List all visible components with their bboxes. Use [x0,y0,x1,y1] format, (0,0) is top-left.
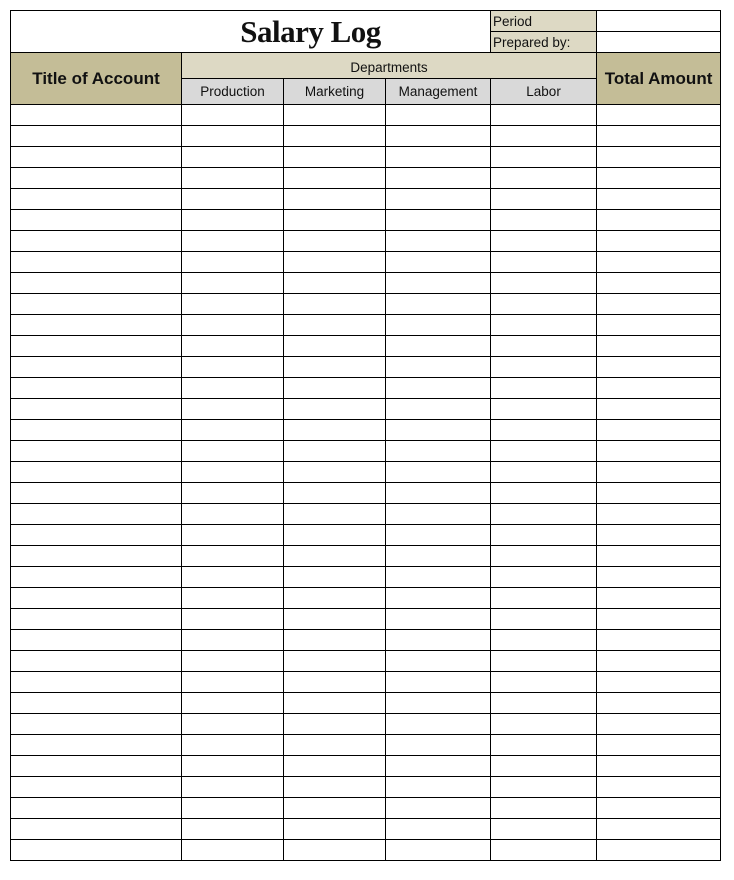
table-cell[interactable] [597,588,721,609]
table-cell[interactable] [11,252,182,273]
table-cell[interactable] [597,315,721,336]
table-cell[interactable] [386,420,491,441]
table-cell[interactable] [284,168,386,189]
table-cell[interactable] [182,294,284,315]
table-cell[interactable] [182,252,284,273]
table-cell[interactable] [597,273,721,294]
table-cell[interactable] [597,441,721,462]
table-cell[interactable] [491,609,597,630]
table-cell[interactable] [597,693,721,714]
table-cell[interactable] [11,504,182,525]
table-cell[interactable] [386,567,491,588]
table-cell[interactable] [386,252,491,273]
table-cell[interactable] [284,462,386,483]
table-cell[interactable] [386,714,491,735]
table-cell[interactable] [284,189,386,210]
table-cell[interactable] [386,105,491,126]
table-row [11,546,721,567]
table-cell[interactable] [284,546,386,567]
table-cell[interactable] [597,252,721,273]
table-cell[interactable] [11,735,182,756]
table-cell[interactable] [491,294,597,315]
table-cell[interactable] [491,441,597,462]
table-cell[interactable] [386,147,491,168]
table-cell[interactable] [386,819,491,840]
table-cell[interactable] [11,231,182,252]
period-label: Period [491,11,597,32]
period-input[interactable] [597,11,721,32]
table-cell[interactable] [182,735,284,756]
table-cell[interactable] [182,588,284,609]
table-cell[interactable] [284,210,386,231]
table-cell[interactable] [11,672,182,693]
table-cell[interactable] [597,504,721,525]
table-cell[interactable] [284,840,386,861]
table-cell[interactable] [284,504,386,525]
table-cell[interactable] [11,357,182,378]
table-cell[interactable] [491,504,597,525]
table-cell[interactable] [491,651,597,672]
table-cell[interactable] [386,588,491,609]
table-cell[interactable] [182,210,284,231]
table-row [11,273,721,294]
table-cell[interactable] [491,483,597,504]
table-row [11,336,721,357]
table-cell[interactable] [386,336,491,357]
table-cell[interactable] [182,819,284,840]
table-row [11,588,721,609]
table-cell[interactable] [182,420,284,441]
table-row [11,630,721,651]
table-cell[interactable] [11,567,182,588]
table-cell[interactable] [386,504,491,525]
table-cell[interactable] [386,399,491,420]
table-row [11,357,721,378]
table-cell[interactable] [11,693,182,714]
table-row [11,651,721,672]
table-cell[interactable] [491,840,597,861]
table-cell[interactable] [386,210,491,231]
table-row [11,777,721,798]
table-cell[interactable] [597,399,721,420]
table-cell[interactable] [284,693,386,714]
table-cell[interactable] [11,546,182,567]
table-cell[interactable] [182,231,284,252]
table-cell[interactable] [284,525,386,546]
table-cell[interactable] [491,462,597,483]
table-cell[interactable] [491,357,597,378]
table-cell[interactable] [284,357,386,378]
table-cell[interactable] [284,231,386,252]
table-cell[interactable] [386,546,491,567]
table-row [11,483,721,504]
table-cell[interactable] [11,315,182,336]
table-cell[interactable] [182,672,284,693]
table-cell[interactable] [284,399,386,420]
table-row [11,840,721,861]
title-of-account-header: Title of Account [11,53,182,105]
table-row [11,714,721,735]
table-cell[interactable] [11,441,182,462]
table-row [11,525,721,546]
table-cell[interactable] [386,777,491,798]
table-cell[interactable] [284,630,386,651]
table-cell[interactable] [491,567,597,588]
table-cell[interactable] [182,126,284,147]
department-column-header: Production [182,79,284,105]
table-cell[interactable] [11,168,182,189]
table-cell[interactable] [597,525,721,546]
table-cell[interactable] [597,105,721,126]
table-cell[interactable] [597,231,721,252]
table-cell[interactable] [284,609,386,630]
table-row [11,609,721,630]
table-cell[interactable] [182,651,284,672]
table-cell[interactable] [597,378,721,399]
prepared-by-input[interactable] [597,32,721,53]
table-cell[interactable] [182,777,284,798]
table-cell[interactable] [386,441,491,462]
departments-header: Departments [182,53,597,79]
table-row [11,105,721,126]
table-cell[interactable] [284,588,386,609]
table-cell[interactable] [386,609,491,630]
table-cell[interactable] [284,483,386,504]
table-cell[interactable] [11,777,182,798]
table-cell[interactable] [491,819,597,840]
table-cell[interactable] [597,714,721,735]
table-cell[interactable] [284,420,386,441]
table-cell[interactable] [491,399,597,420]
table-cell[interactable] [11,756,182,777]
table-row [11,126,721,147]
table-cell[interactable] [491,189,597,210]
table-cell[interactable] [386,693,491,714]
table-cell[interactable] [597,630,721,651]
table-cell[interactable] [491,588,597,609]
table-cell[interactable] [182,315,284,336]
table-cell[interactable] [284,273,386,294]
table-cell[interactable] [284,567,386,588]
table-cell[interactable] [491,735,597,756]
table-cell[interactable] [597,777,721,798]
table-row [11,756,721,777]
table-cell[interactable] [182,714,284,735]
table-cell[interactable] [597,168,721,189]
table-cell[interactable] [386,525,491,546]
table-cell[interactable] [182,609,284,630]
table-cell[interactable] [182,441,284,462]
table-cell[interactable] [182,168,284,189]
table-cell[interactable] [491,378,597,399]
table-cell[interactable] [386,840,491,861]
table-cell[interactable] [11,462,182,483]
table-cell[interactable] [491,126,597,147]
table-cell[interactable] [597,819,721,840]
table-cell[interactable] [182,693,284,714]
table-cell[interactable] [11,147,182,168]
table-cell[interactable] [284,336,386,357]
table-cell[interactable] [597,756,721,777]
table-cell[interactable] [284,651,386,672]
table-cell[interactable] [386,357,491,378]
table-cell[interactable] [182,546,284,567]
table-cell[interactable] [182,357,284,378]
table-cell[interactable] [386,756,491,777]
table-row [11,189,721,210]
table-cell[interactable] [284,252,386,273]
table-row [11,231,721,252]
table-cell[interactable] [491,777,597,798]
table-cell[interactable] [11,714,182,735]
table-cell[interactable] [11,588,182,609]
table-row [11,147,721,168]
table-row [11,735,721,756]
table-row [11,693,721,714]
table-cell[interactable] [491,672,597,693]
table-cell[interactable] [597,840,721,861]
table-cell[interactable] [284,294,386,315]
table-cell[interactable] [11,399,182,420]
table-cell[interactable] [182,336,284,357]
table-cell[interactable] [386,294,491,315]
table-cell[interactable] [491,714,597,735]
total-amount-header: Total Amount [597,53,721,105]
table-cell[interactable] [182,504,284,525]
table-cell[interactable] [182,462,284,483]
salary-log-table [10,10,721,861]
table-cell[interactable] [11,378,182,399]
table-cell[interactable] [182,567,284,588]
table-cell[interactable] [491,546,597,567]
table-row [11,798,721,819]
table-cell[interactable] [491,168,597,189]
table-row [11,168,721,189]
table-cell[interactable] [11,273,182,294]
table-cell[interactable] [597,189,721,210]
table-cell[interactable] [491,630,597,651]
table-cell[interactable] [182,840,284,861]
table-cell[interactable] [182,189,284,210]
table-cell[interactable] [491,210,597,231]
table-cell[interactable] [597,609,721,630]
table-cell[interactable] [491,147,597,168]
table-cell[interactable] [386,378,491,399]
table-row [11,672,721,693]
table-cell[interactable] [182,105,284,126]
table-cell[interactable] [11,420,182,441]
table-cell[interactable] [284,819,386,840]
table-cell[interactable] [386,231,491,252]
table-cell[interactable] [597,483,721,504]
page-title: Salary Log [11,11,491,53]
table-row [11,819,721,840]
table-cell[interactable] [597,546,721,567]
department-column-header: Labor [491,79,597,105]
table-cell[interactable] [11,126,182,147]
table-cell[interactable] [11,483,182,504]
table-cell[interactable] [491,252,597,273]
table-row [11,441,721,462]
table-row [11,420,721,441]
table-cell[interactable] [491,273,597,294]
table-cell[interactable] [11,294,182,315]
table-row [11,210,721,231]
table-cell[interactable] [11,651,182,672]
table-cell[interactable] [491,336,597,357]
table-row [11,504,721,525]
table-cell[interactable] [597,672,721,693]
table-row [11,567,721,588]
prepared-by-label: Prepared by: [491,32,597,53]
table-cell[interactable] [11,819,182,840]
table-cell[interactable] [597,294,721,315]
table-cell[interactable] [11,630,182,651]
table-cell[interactable] [491,231,597,252]
table-cell[interactable] [597,462,721,483]
table-cell[interactable] [11,609,182,630]
table-cell[interactable] [491,693,597,714]
table-cell[interactable] [11,210,182,231]
table-cell[interactable] [182,378,284,399]
table-cell[interactable] [491,315,597,336]
table-row [11,252,721,273]
table-cell[interactable] [11,336,182,357]
table-cell[interactable] [284,798,386,819]
table-cell[interactable] [386,126,491,147]
table-cell[interactable] [284,735,386,756]
table-cell[interactable] [11,105,182,126]
department-column-header: Management [386,79,491,105]
table-cell[interactable] [386,735,491,756]
table-cell[interactable] [597,147,721,168]
table-cell[interactable] [284,714,386,735]
table-cell[interactable] [386,483,491,504]
table-cell[interactable] [386,273,491,294]
table-cell[interactable] [284,126,386,147]
table-cell[interactable] [386,651,491,672]
table-cell[interactable] [597,735,721,756]
table-cell[interactable] [284,756,386,777]
table-cell[interactable] [597,798,721,819]
table-cell[interactable] [284,378,386,399]
table-cell[interactable] [386,672,491,693]
table-cell[interactable] [182,147,284,168]
table-cell[interactable] [597,357,721,378]
table-cell[interactable] [284,147,386,168]
table-cell[interactable] [284,315,386,336]
table-row [11,462,721,483]
table-cell[interactable] [182,798,284,819]
table-cell[interactable] [182,483,284,504]
table-cell[interactable] [386,168,491,189]
table-row [11,378,721,399]
table-cell[interactable] [182,756,284,777]
table-cell[interactable] [284,777,386,798]
table-cell[interactable] [284,672,386,693]
table-cell[interactable] [491,420,597,441]
table-cell[interactable] [386,462,491,483]
table-cell[interactable] [284,441,386,462]
department-column-header: Marketing [284,79,386,105]
table-row [11,399,721,420]
table-cell[interactable] [386,798,491,819]
table-cell[interactable] [597,567,721,588]
table-cell[interactable] [182,273,284,294]
table-cell[interactable] [597,651,721,672]
table-cell[interactable] [491,798,597,819]
table-cell[interactable] [182,630,284,651]
table-cell[interactable] [11,798,182,819]
table-cell[interactable] [386,315,491,336]
table-row [11,315,721,336]
table-cell[interactable] [182,525,284,546]
table-cell[interactable] [386,189,491,210]
table-cell[interactable] [11,189,182,210]
table-cell[interactable] [491,525,597,546]
table-cell[interactable] [386,630,491,651]
table-cell[interactable] [491,756,597,777]
table-cell[interactable] [11,840,182,861]
table-cell[interactable] [597,210,721,231]
table-cell[interactable] [597,420,721,441]
table-row [11,294,721,315]
table-cell[interactable] [182,399,284,420]
table-cell[interactable] [491,105,597,126]
table-cell[interactable] [597,126,721,147]
table-cell[interactable] [284,105,386,126]
table-cell[interactable] [597,336,721,357]
table-cell[interactable] [11,525,182,546]
